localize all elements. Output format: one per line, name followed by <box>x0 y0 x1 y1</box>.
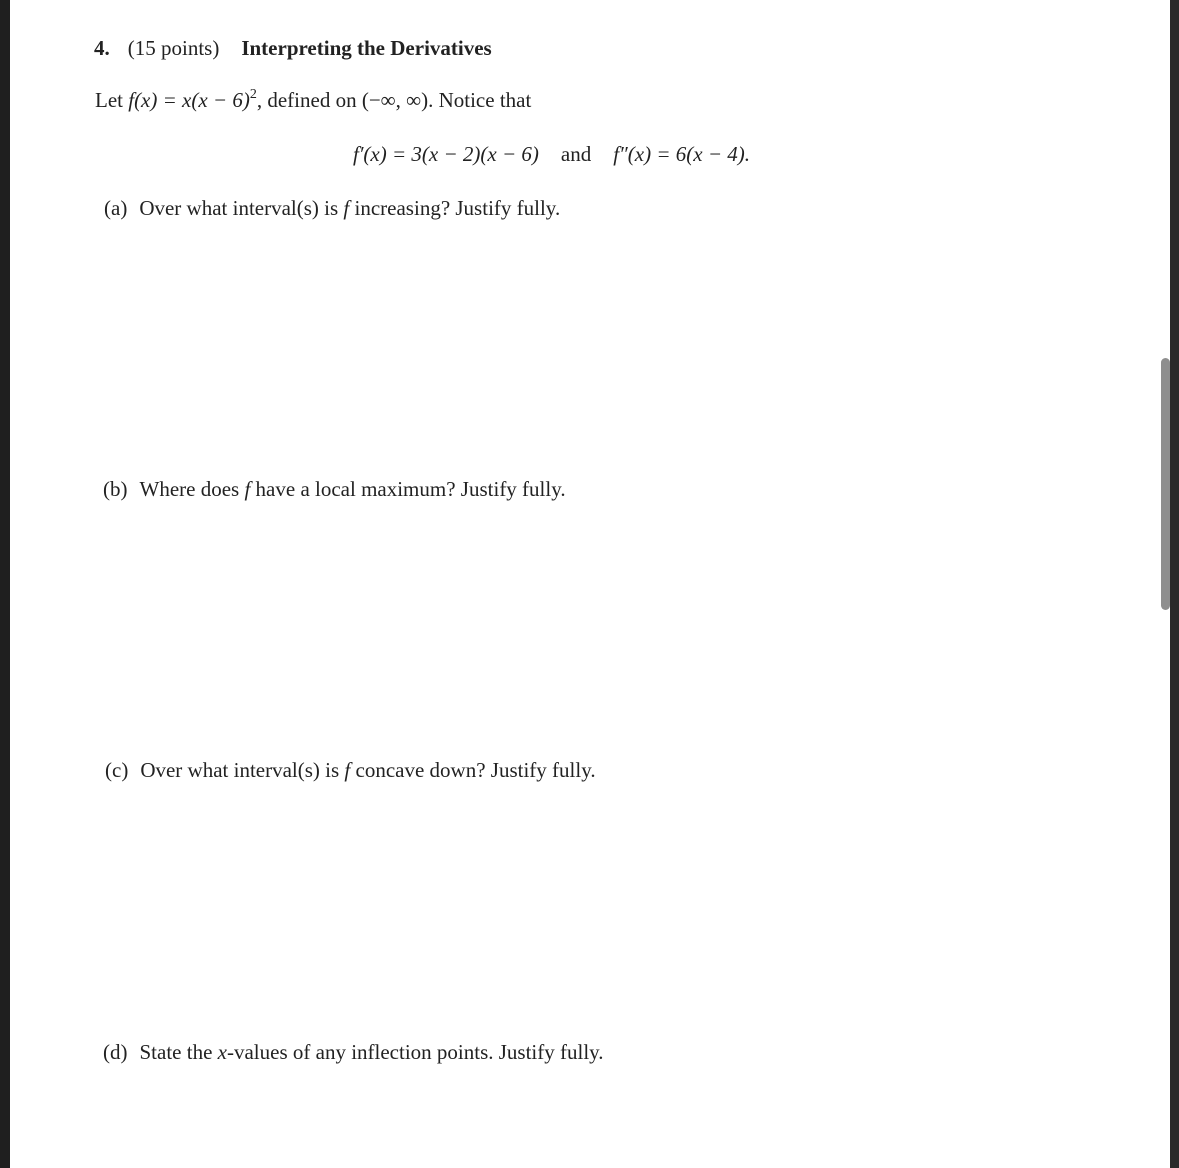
part-label: (c) <box>105 758 129 782</box>
part-variable: f <box>244 477 251 501</box>
part-text-post: concave down? Justify fully. <box>350 758 596 782</box>
question-part-b <box>103 476 566 502</box>
part-text-pre: Over what interval(s) is <box>139 196 344 220</box>
second-derivative: f″(x) = 6(x − 4). <box>613 142 750 166</box>
part-text-post: -values of any inflection points. Justify fully. <box>226 1040 604 1064</box>
question-part-c <box>105 757 596 783</box>
problem-points: (15 points) <box>127 36 220 60</box>
part-label: (a) <box>104 196 128 220</box>
question-part-d <box>103 1039 604 1065</box>
intro-suffix: , defined on (−∞, ∞). Notice that <box>256 88 532 112</box>
derivatives-display <box>353 141 750 167</box>
part-text-post: have a local maximum? Justify fully. <box>250 477 566 501</box>
problem-title: Interpreting the Derivatives <box>241 36 492 60</box>
part-variable: f <box>344 758 351 782</box>
part-text-pre: Over what interval(s) is <box>140 758 345 782</box>
scrollbar-thumb[interactable] <box>1161 358 1170 610</box>
part-text-post: increasing? Justify fully. <box>349 196 561 220</box>
document-page <box>10 0 1170 1168</box>
part-variable: f <box>343 196 350 220</box>
intro-prefix: Let <box>95 88 129 112</box>
part-label: (b) <box>103 477 128 501</box>
first-derivative: f′(x) = 3(x − 2)(x − 6) <box>353 142 539 166</box>
part-variable: x <box>217 1040 227 1064</box>
problem-number: 4. <box>94 36 110 60</box>
part-text-pre: Where does <box>139 477 245 501</box>
function-exponent: 2 <box>249 87 257 102</box>
part-text-pre: State the <box>139 1040 218 1064</box>
question-part-a <box>104 195 560 221</box>
problem-header <box>94 35 492 61</box>
scrollbar-track[interactable] <box>1170 0 1179 1168</box>
function-definition: f(x) = x(x − 6) <box>128 88 250 112</box>
part-label: (d) <box>103 1040 128 1064</box>
intro-statement <box>95 87 531 113</box>
derivative-connector: and <box>560 142 592 166</box>
